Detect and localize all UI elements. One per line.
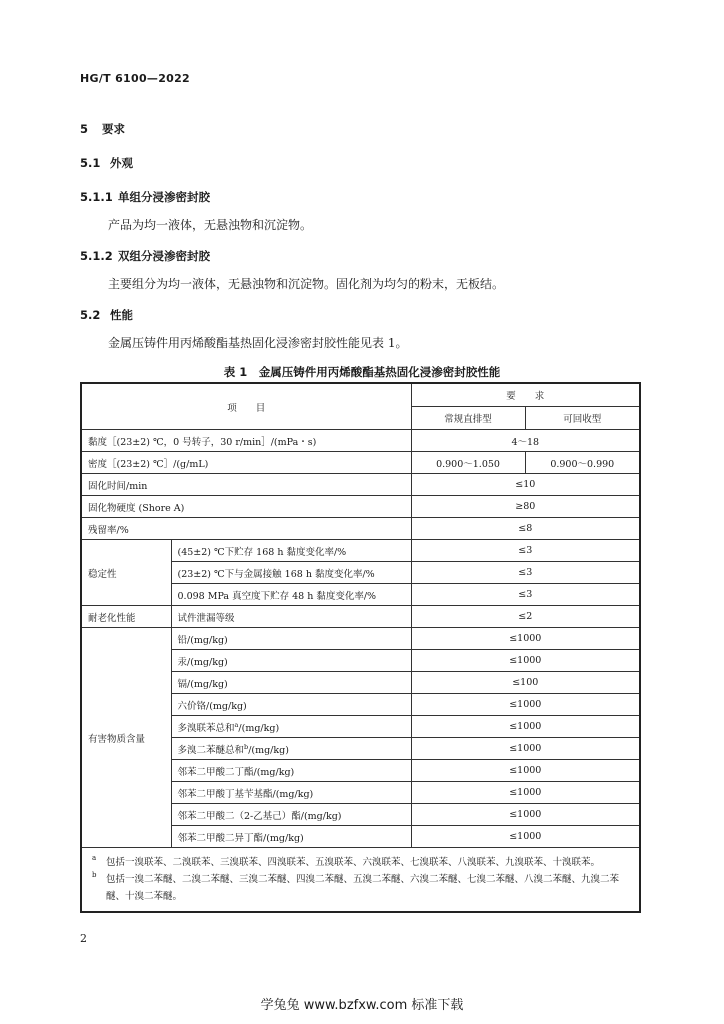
row-value: ≤1000 <box>411 760 640 782</box>
row-value: ≤3 <box>411 540 640 562</box>
row-label: 残留率/% <box>81 518 411 540</box>
footnote-text: 包括一溴二苯醚、二溴二苯醚、三溴二苯醚、四溴二苯醚、五溴二苯醚、六溴二苯醚、七溴二苯醚、八溴二苯醚、九溴二苯醚、十溴二苯醚。 <box>106 874 620 902</box>
group-label: 稳定性 <box>81 540 171 606</box>
section-number: 5.1.2 <box>80 249 113 263</box>
section-5-1-2-text: 主要组分为均一液体，无悬浊物和沉淀物。固化剂为均匀的粉末，无板结。 <box>108 277 505 291</box>
row-label-cell <box>171 738 411 760</box>
row-value: ≥80 <box>411 496 640 518</box>
section-5-2-text: 金属压铸件用丙烯酸酯基热固化浸渗密封胶性能见表 1。 <box>108 336 408 350</box>
section-5-1-2-heading <box>80 248 210 264</box>
row-label: (45±2) ℃下贮存 168 h 黏度变化率/% <box>171 540 411 562</box>
row-value: ≤1000 <box>411 782 640 804</box>
table-row <box>81 430 640 452</box>
row-label: 多溴联苯总和 <box>177 722 235 734</box>
row-value: ≤100 <box>411 672 640 694</box>
row-label-suffix: /(mg/kg) <box>248 744 289 756</box>
row-label: 镉/(mg/kg) <box>171 672 411 694</box>
row-label: 0.098 MPa 真空度下贮存 48 h 黏度变化率/% <box>171 584 411 606</box>
row-label: 六价铬/(mg/kg) <box>171 694 411 716</box>
footnote-ref: a <box>234 720 239 729</box>
row-label: 固化时间/min <box>81 474 411 496</box>
properties-table <box>80 382 639 913</box>
row-value: ≤3 <box>411 584 640 606</box>
section-number: 5.1.1 <box>80 190 113 204</box>
section-title: 外观 <box>110 156 133 170</box>
watermark: 学兔兔 www.bzfxw.com 标准下载 <box>260 998 464 1013</box>
footnote-text: 包括一溴联苯、二溴联苯、三溴联苯、四溴联苯、五溴联苯、六溴联苯、七溴联苯、八溴联苯、九溴联苯、十溴联苯。 <box>106 857 601 868</box>
footnote-mark: a <box>92 854 97 862</box>
table-row <box>81 452 640 474</box>
header-col-a: 常规直排型 <box>411 407 525 430</box>
header-col-b: 可回收型 <box>525 407 640 430</box>
row-label: 邻苯二甲酸二（2-乙基己）酯/(mg/kg) <box>171 804 411 826</box>
section-5-1-1-heading <box>80 189 210 205</box>
row-value: ≤2 <box>411 606 640 628</box>
table-notes <box>81 848 640 913</box>
row-value: ≤1000 <box>411 738 640 760</box>
section-number: 5 <box>80 122 89 136</box>
row-label-suffix: /(mg/kg) <box>238 722 280 734</box>
row-value: 4～18 <box>411 430 640 452</box>
row-value: ≤1000 <box>411 628 640 650</box>
row-label: 铅/(mg/kg) <box>171 628 411 650</box>
footnote-mark: b <box>92 871 97 879</box>
header-requirement: 要 求 <box>411 383 640 407</box>
footnote-b <box>92 871 631 905</box>
table-row <box>81 474 640 496</box>
row-label: 试件泄漏等级 <box>171 606 411 628</box>
table-title: 表 1 金属压铸件用丙烯酸酯基热固化浸渗密封胶性能 <box>223 365 501 379</box>
footnote-a <box>92 854 631 871</box>
section-number: 5.2 <box>80 308 101 322</box>
section-title: 要求 <box>102 122 125 136</box>
page-number: 2 <box>80 932 87 945</box>
table-row <box>81 606 640 628</box>
row-label-cell <box>171 716 411 738</box>
section-title: 单组分浸渗密封胶 <box>118 190 210 204</box>
section-title: 性能 <box>110 308 133 322</box>
section-number: 5.1 <box>80 156 101 170</box>
row-label: 邻苯二甲酸二丁酯/(mg/kg) <box>171 760 411 782</box>
row-label: (23±2) ℃下与金属接触 168 h 黏度变化率/% <box>171 562 411 584</box>
row-value: ≤1000 <box>411 694 640 716</box>
row-value: ≤8 <box>411 518 640 540</box>
table-row <box>81 540 640 562</box>
row-label: 密度［(23±2) ℃］/(g/mL) <box>81 452 411 474</box>
row-value: ≤10 <box>411 474 640 496</box>
table-row <box>81 628 640 650</box>
row-label: 多溴二苯醚总和 <box>177 744 245 756</box>
row-value: ≤1000 <box>411 826 640 848</box>
row-value-a: 0.900～1.050 <box>411 452 525 474</box>
group-label: 有害物质含量 <box>81 628 171 848</box>
row-label: 黏度［(23±2) ℃，0 号转子，30 r/min］/(mPa・s) <box>81 430 411 452</box>
section-5-1-heading <box>80 155 133 171</box>
row-value: ≤1000 <box>411 716 640 738</box>
row-label: 汞/(mg/kg) <box>171 650 411 672</box>
table-row <box>81 518 640 540</box>
row-value: ≤1000 <box>411 650 640 672</box>
row-value: ≤3 <box>411 562 640 584</box>
row-label: 邻苯二甲酸丁基苄基酯/(mg/kg) <box>171 782 411 804</box>
standard-code: HG/T 6100—2022 <box>80 72 191 85</box>
section-5-1-1-text: 产品为均一液体，无悬浊物和沉淀物。 <box>108 218 313 232</box>
row-label: 固化物硬度 (Shore A) <box>81 496 411 518</box>
row-label: 邻苯二甲酸二异丁酯/(mg/kg) <box>171 826 411 848</box>
table-row <box>81 496 640 518</box>
group-label: 耐老化性能 <box>81 606 171 628</box>
header-item: 项 目 <box>81 383 411 430</box>
section-5-heading <box>80 121 125 137</box>
footnote-ref: b <box>244 742 249 751</box>
section-title: 双组分浸渗密封胶 <box>118 249 210 263</box>
row-value-b: 0.900～0.990 <box>525 452 640 474</box>
section-5-2-heading <box>80 307 133 323</box>
row-value: ≤1000 <box>411 804 640 826</box>
